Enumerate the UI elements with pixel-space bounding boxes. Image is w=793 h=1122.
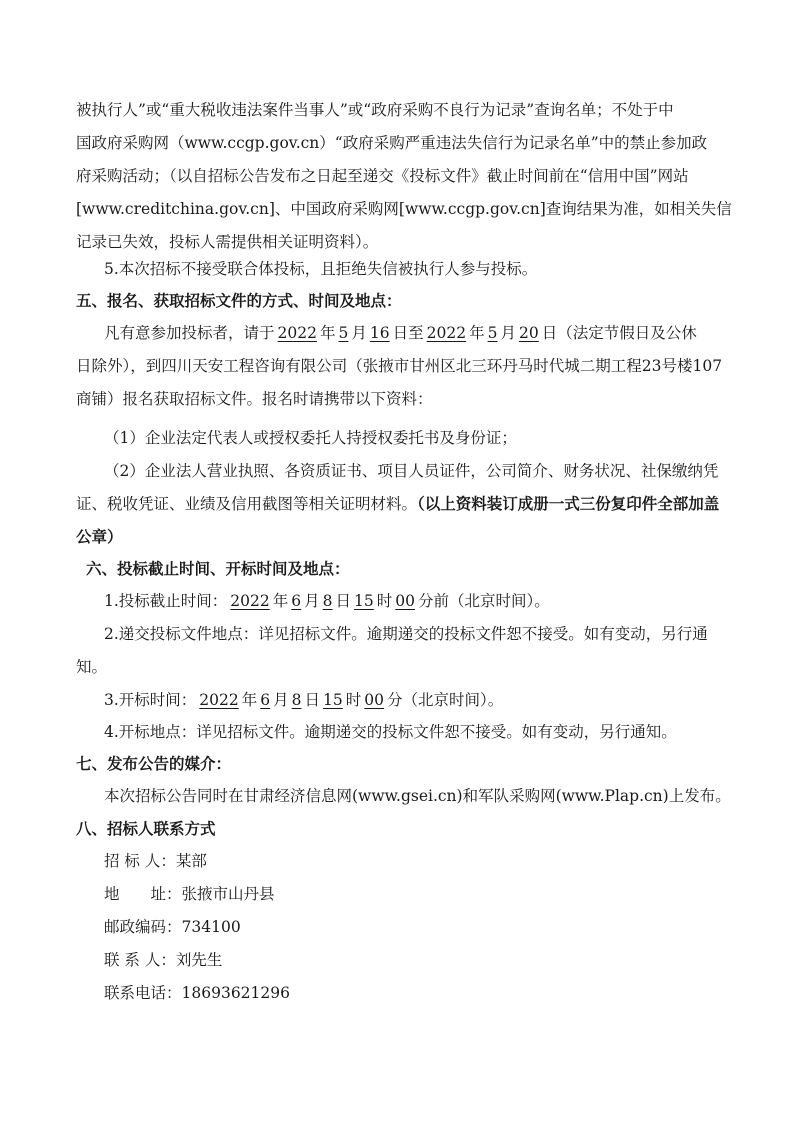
paragraph-line: [www.creditchina.gov.cn]、中国政府采购网[www.ccgp.gov.cn]查询结果为准，如相关失信 <box>76 200 732 218</box>
list-item: （1）企业法定代表人或授权委托人持授权委托书及身份证； <box>104 429 517 447</box>
paragraph-line: 知。 <box>76 658 108 676</box>
contact-row: 邮政编码：734100 <box>104 918 241 936</box>
section-heading-6: 六、投标截止时间、开标时间及地点： <box>86 560 350 578</box>
submission-place-line: 2.递交投标文件地点：详见招标文件。逾期递交的投标文件恕不接受。如有变动，另行通 <box>104 625 708 643</box>
paragraph-line: 记录已失效，投标人需提供相关证明资料）。 <box>76 233 379 251</box>
list-item: （2）企业法人营业执照、各资质证书、项目人员证件，公司简介、财务状况、社保缴纳凭 <box>104 462 719 480</box>
start-year: 2022 <box>277 324 317 342</box>
end-year: 2022 <box>426 324 467 342</box>
start-month: 5 <box>338 324 349 342</box>
bold-note: （以上资料装订成册一式三份复印件全部加盖 <box>417 495 720 513</box>
contact-row: 招 标 人：某部 <box>104 852 207 870</box>
end-day: 20 <box>518 324 539 342</box>
contact-row: 联系电话：18693621296 <box>104 984 290 1002</box>
paragraph-line: 被执行人”或“重大税收违法案件当事人”或“政府采购不良行为记录”查询名单；不处于中 <box>76 101 674 119</box>
contact-row: 联 系 人：刘先生 <box>104 951 223 969</box>
paragraph-line: 日除外），到四川天安工程咨询有限公司（张掖市甘州区北三环丹马时代城二期工程23号楼107 <box>76 357 723 375</box>
opening-time-line: 3.开标时间： 2022 年 6 月 8 日 15 时 00 分（北京时间）。 <box>104 691 504 709</box>
end-month: 5 <box>487 324 498 342</box>
paragraph-line: 国政府采购网（www.ccgp.gov.cn）“政府采购严重违法失信行为记录名单”中的禁止参加政 <box>76 134 708 152</box>
section-heading-7: 七、发布公告的媒介： <box>76 755 232 773</box>
bid-deadline-line: 1.投标截止时间： 2022 年 6 月 8 日 15 时 00 分前（北京时间）。 <box>104 592 550 610</box>
contact-row: 地 址：张掖市山丹县 <box>104 885 275 903</box>
list-item-continued: 证、税收凭证、业绩及信用截图等相关证明材料。（以上资料装订成册一式三份复印件全部加盖 <box>76 495 720 513</box>
bold-note: 公章） <box>76 528 123 546</box>
media-line: 本次招标公告同时在甘肃经济信息网(www.gsei.cn)和军队采购网(www.Plap.cn)上发布。 <box>104 787 731 805</box>
section-heading-5: 五、报名、获取招标文件的方式、时间及地点： <box>76 292 402 310</box>
start-day: 16 <box>369 324 390 342</box>
paragraph-line: 商铺）报名获取招标文件。报名时请携带以下资料： <box>76 390 433 408</box>
section-heading-8: 八、招标人联系方式 <box>76 820 216 838</box>
opening-place-line: 4.开标地点：详见招标文件。逾期递交的投标文件恕不接受。如有变动，另行通知。 <box>104 723 677 741</box>
paragraph-line: 府采购活动；（以自招标公告发布之日起至递交《投标文件》截止时间前在“信用中国”网站 <box>76 167 689 185</box>
item-no-joint-bid: 5.本次招标不接受联合体投标，且拒绝失信被执行人参与投标。 <box>104 260 538 278</box>
registration-period-line: 凡有意参加投标者，请于 2022 年 5 月 16 日至 2022 年 5 月 20 日（法定节假日及公休 <box>104 324 697 342</box>
